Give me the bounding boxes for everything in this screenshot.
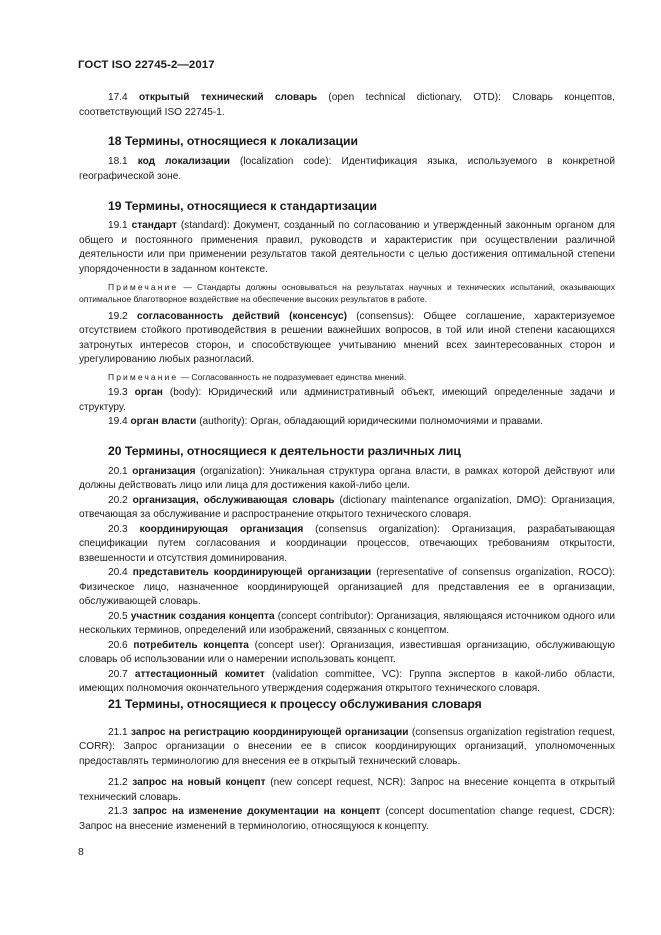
note-paragraph: [79, 371, 615, 383]
document-body: [79, 91, 615, 834]
term-number: 20.7: [108, 668, 128, 680]
term-number: 19.1: [108, 220, 128, 231]
term-number: 21.2: [108, 777, 128, 789]
term-number: 17.4: [108, 92, 128, 103]
page-number: 8: [78, 846, 84, 858]
term-definition: (body): Юридический или административный объект, имеющий определенные задачи и структуру.: [79, 387, 616, 413]
section-heading: 20 Термины, относящиеся к деятельности различных лиц: [108, 443, 461, 458]
document-header: ГОСТ ISO 22745-2—2017: [78, 59, 215, 71]
term-entry: [79, 91, 615, 120]
term-number: 21.3: [108, 806, 128, 818]
term-definition: (dictionary maintenance organization, DMO): Организация, отвечающая за обслуживание и распространение открытого технического словаря.: [79, 494, 616, 521]
section-heading: 21 Термины, относящиеся к процессу обслуживания словаря: [108, 696, 482, 711]
term-entry: [79, 219, 615, 277]
note-paragraph: [79, 281, 615, 306]
term-number: 20.1: [108, 465, 128, 477]
term-name: координирующая организация: [139, 523, 304, 535]
term-entry: [79, 386, 615, 415]
term-name: запрос на изменение документации на концепт: [132, 806, 381, 818]
term-definition: (new concept request, NCR): Запрос на внесение концепта в открытый технический словарь.: [79, 777, 615, 803]
note-label: Примечание: [108, 282, 179, 292]
term-number: 21.1: [108, 726, 128, 738]
note-text: — Согласованность не подразумевает единства мнений.: [178, 371, 407, 382]
term-name: согласованность действий (консенсус): [136, 310, 347, 322]
section-heading: 18 Термины, относящиеся к локализации: [108, 134, 358, 148]
term-definition: (representative of consensus organization, ROCO): Физическое лицо, назначенное координирующей организацией для представления ее в организации, обслуживающей словарь.: [79, 567, 615, 608]
term-entry: [79, 726, 615, 770]
term-entry: [79, 523, 615, 567]
term-entry: [79, 566, 615, 610]
term-definition: (open technical dictionary, OTD): Словарь концептов, соответствующий ISO 22745-1.: [79, 92, 615, 118]
term-number: 19.3: [108, 387, 128, 399]
term-definition: (concept contributor): Организация, являющаяся источником одного или нескольких терминов, определений или изображений, связанных с концептом.: [79, 610, 616, 637]
term-number: 20.6: [108, 639, 128, 651]
note-label: Примечание: [108, 371, 179, 382]
term-number: 19.4: [108, 416, 128, 428]
term-name: открытый технический словарь: [139, 92, 318, 103]
term-entry: [79, 639, 615, 668]
term-definition: (consensus): Общее соглашение, характеризуемое отсутствием стойкого противодействия в решении важнейших вопросов, в той или иной степени касающихся затронутых интересов сторон, и способствующее учитыванию мнений всех заинтересованных сторон и урегулированию любых разногласий.: [79, 310, 615, 366]
term-definition: (localization code): Идентификация языка, используемого в конкретной географической зоне.: [79, 156, 615, 182]
term-definition: (consensus organization): Организация, разрабатывающая спецификации путем согласования и координации процессов, отвечающих требованиям открытости, взвешенности и отсутствия доминирования.: [79, 523, 615, 564]
term-name: организация: [132, 465, 196, 477]
term-entry: [79, 610, 615, 639]
term-name: запрос на новый концепт: [132, 777, 266, 789]
term-definition: (standard): Документ, созданный по согласованию и утвержденный законным органом для общего и постоянного применения правил, руководств и характеристик при осуществлении различной деятельности или при применении результатов такой деятельности с целью достижения оптимальной степени упорядоченности в заданном контексте.: [79, 220, 615, 275]
term-definition: (validation committee, VC): Группа экспертов в какой-либо области, имеющих полномочия окончательного утверждения содержания открытого технического словаря.: [79, 668, 615, 695]
term-definition: (authority): Орган, обладающий юридическими полномочиями и правами.: [196, 416, 543, 428]
note-text: — Стандарты должны основываться на результатах научных и технических испытаний, оказывающих оптимальное благотворное воздействие на обеспечение высоких результатов в работе.: [79, 282, 615, 305]
term-name: стандарт: [131, 220, 177, 231]
term-name: организация, обслуживающая словарь: [132, 494, 335, 506]
term-number: 19.2: [108, 310, 128, 322]
term-entry: [79, 494, 615, 523]
term-entry: [79, 415, 615, 430]
term-entry: [79, 310, 615, 368]
term-name: запрос на регистрацию координирующей организации: [131, 726, 409, 738]
term-name: аттестационный комитет: [134, 668, 265, 680]
term-definition: (concept user): Организация, известившая организацию, обслуживающую словарь об использовании или о намерении использовать концепт.: [79, 639, 615, 666]
section-heading: 19 Термины, относящиеся к стандартизации: [108, 199, 377, 213]
term-entry: [79, 155, 615, 184]
term-definition: (consensus organization registration request, CORR): Запрос организации о внесении ее в список координирующих организаций, уполномоченных предоставлять терминологию для внесения ее в открытый технический словарь.: [79, 726, 616, 767]
term-entry: [79, 805, 615, 834]
term-name: участник создания концепта: [130, 610, 275, 622]
term-entry: [79, 776, 615, 805]
term-name: орган: [134, 387, 163, 399]
term-number: 18.1: [108, 156, 128, 167]
term-name: код локализации: [137, 156, 230, 167]
term-name: потребитель концепта: [133, 639, 249, 651]
term-name: представитель координирующей организации: [132, 567, 372, 579]
term-entry: [79, 668, 615, 697]
term-entry: [79, 465, 615, 494]
term-number: 20.5: [108, 610, 128, 622]
term-number: 20.2: [108, 494, 128, 506]
term-number: 20.4: [108, 567, 128, 579]
term-definition: (organization): Уникальная структура органа власти, в рамках которой действуют или должны действовать лицо или лица для достижения какой-либо цели.: [79, 465, 615, 492]
term-name: орган власти: [130, 416, 197, 428]
term-number: 20.3: [108, 523, 128, 535]
term-definition: (concept documentation change request, CDCR): Запрос на внесение изменений в терминологию, относящуюся к концепту.: [79, 806, 615, 832]
